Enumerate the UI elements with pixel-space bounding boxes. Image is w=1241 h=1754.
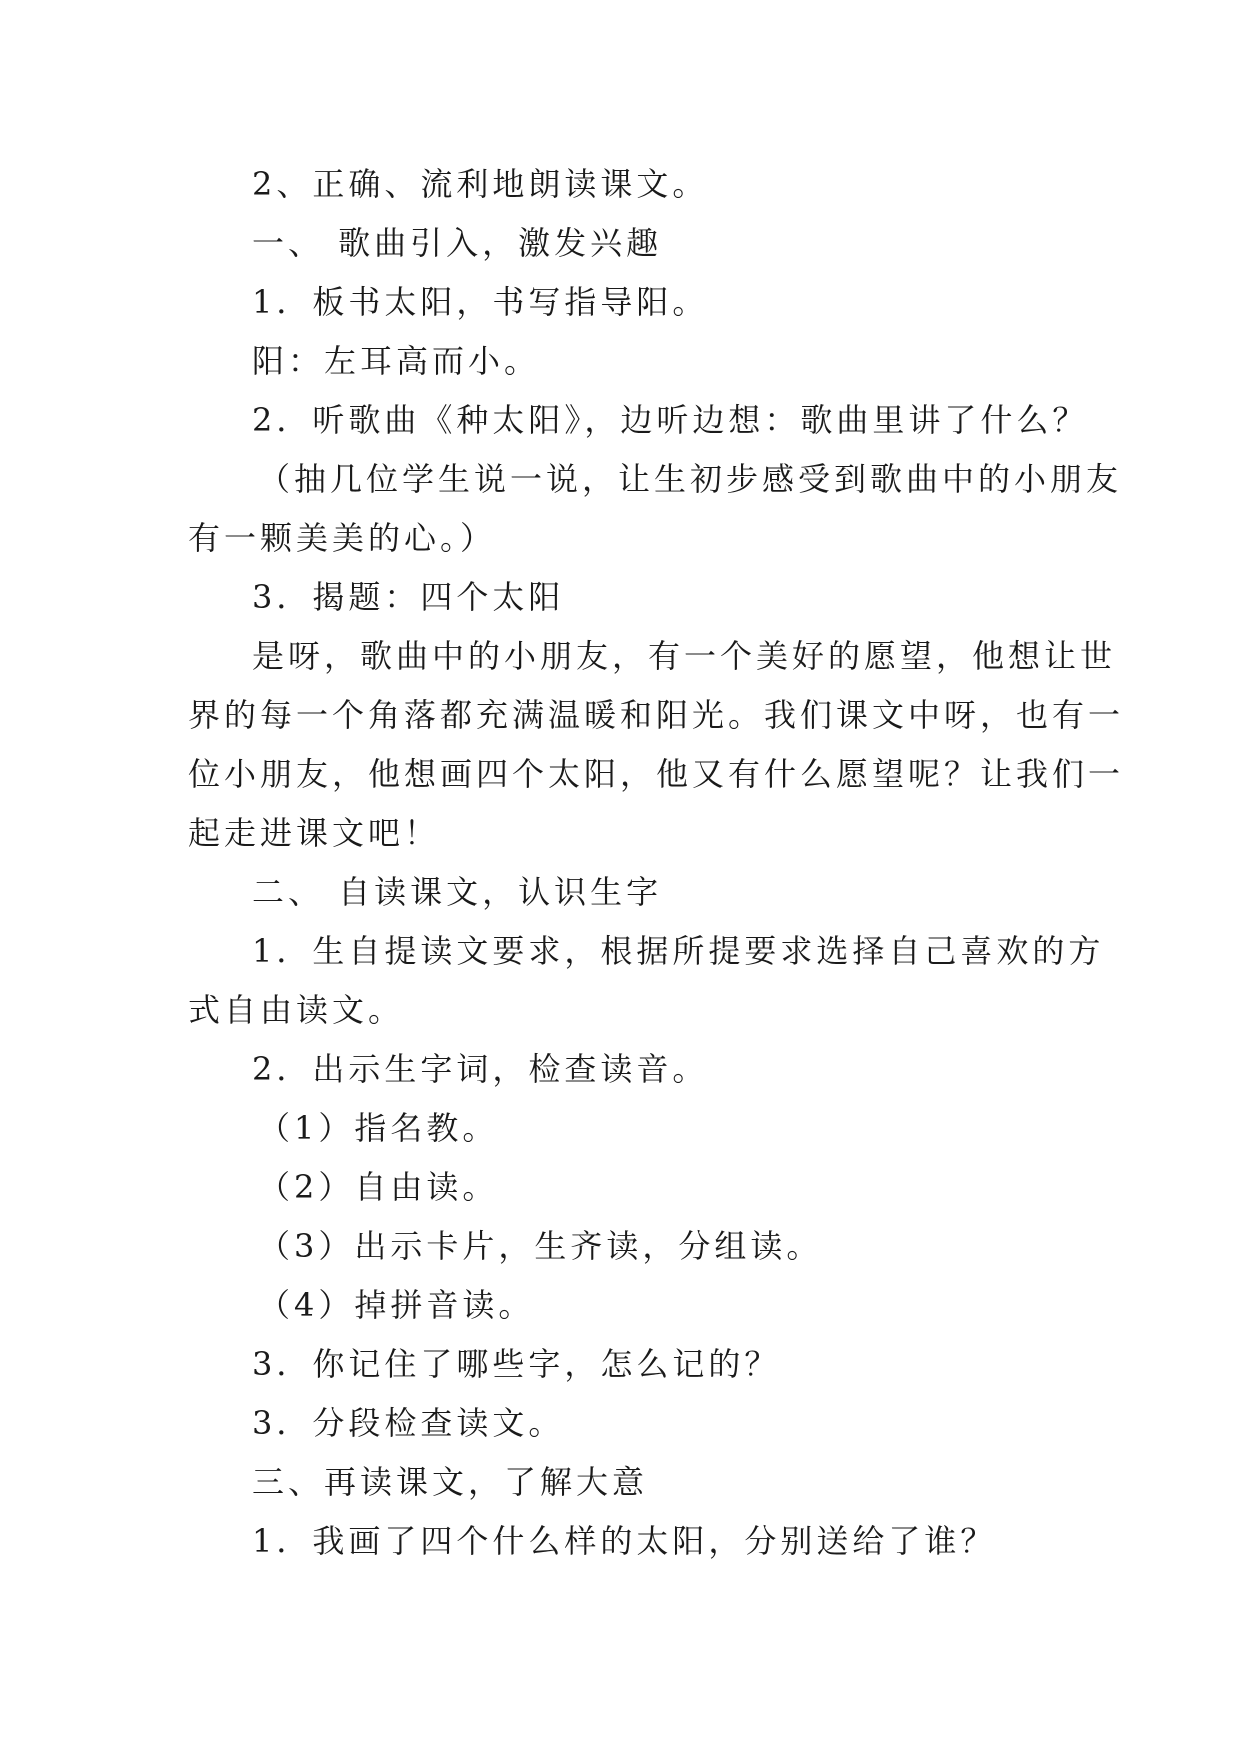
paragraph-show-words: 2．出示生字词，检查读音。 — [252, 1050, 709, 1088]
document-body — [188, 155, 1125, 1571]
paragraph-intro-line-2: 界的每一个角落都充满温暖和阳光。我们课文中呀，也有一 — [188, 696, 1125, 734]
list-item-1: （1）指名教。 — [258, 1109, 499, 1147]
paragraph-intro-line-4: 起走进课文吧！ — [188, 814, 441, 852]
paragraph-step-1: 1．板书太阳，书写指导阳。 — [252, 283, 709, 321]
paragraph-yang-note: 阳：左耳高而小。 — [252, 342, 541, 380]
paragraph-step-2: 2．听歌曲《种太阳》，边听边想：歌曲里讲了什么？ — [252, 401, 1089, 439]
paragraph-note-line-2: 有一颗美美的心。） — [188, 519, 497, 557]
paragraph-step-3: 3．揭题：四个太阳 — [252, 578, 565, 616]
paragraph-read-line-2: 式自由读文。 — [188, 991, 405, 1029]
section-heading-2: 二、 自读课文，认识生字 — [252, 873, 663, 911]
section-heading-3: 三、再读课文，了解大意 — [252, 1463, 649, 1501]
paragraph-remember: 3．你记住了哪些字，怎么记的？ — [252, 1345, 781, 1383]
paragraph-question: 1．我画了四个什么样的太阳，分别送给了谁？ — [252, 1522, 997, 1560]
paragraph-intro-line-1: 是呀，歌曲中的小朋友，有一个美好的愿望，他想让世 — [252, 637, 1117, 675]
paragraph-read-line-1: 1．生自提读文要求，根据所提要求选择自己喜欢的方 — [252, 932, 1105, 970]
paragraph-note-line-1: （抽几位学生说一说，让生初步感受到歌曲中的小朋友 — [258, 460, 1123, 498]
list-item-4: （4）掉拼音读。 — [258, 1286, 535, 1324]
list-item-2: （2）自由读。 — [258, 1168, 499, 1206]
paragraph-intro-line-3: 位小朋友，他想画四个太阳，他又有什么愿望呢？让我们一 — [188, 755, 1125, 793]
section-heading-1: 一、 歌曲引入，激发兴趣 — [252, 224, 663, 262]
paragraph-objective-2: 2、正确、流利地朗读课文。 — [252, 165, 709, 203]
list-item-3: （3）出示卡片，生齐读，分组读。 — [258, 1227, 823, 1265]
paragraph-check-reading: 3．分段检查读文。 — [252, 1404, 565, 1442]
